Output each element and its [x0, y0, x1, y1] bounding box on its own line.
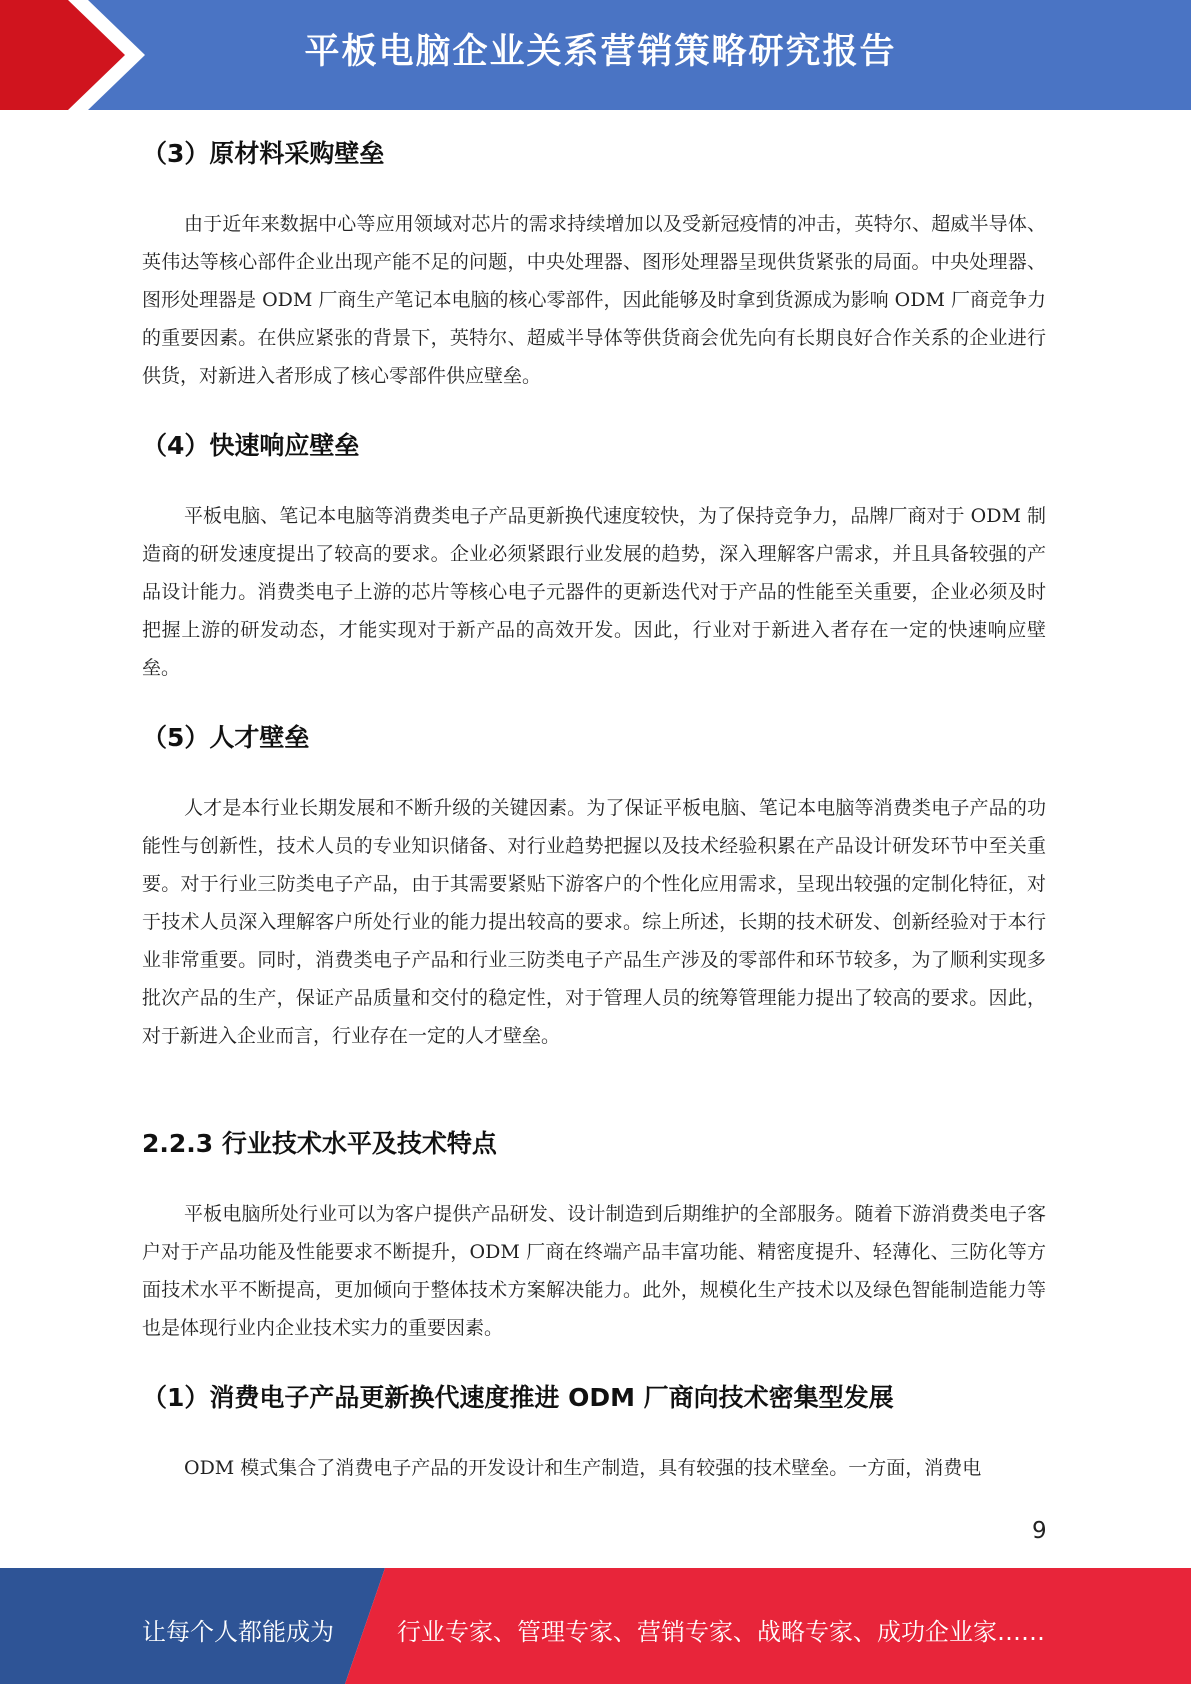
- footer-slogan-right: 行业专家、管理专家、营销专家、战略专家、成功企业家……: [397, 1618, 1045, 1646]
- section-heading-2-2-3: 2.2.3 行业技术水平及技术特点: [142, 1129, 497, 1158]
- page-header: [0, 0, 1191, 110]
- section-heading-talent-barrier: （5）人才壁垒: [142, 723, 310, 752]
- section-heading-odm-tech-intensive: （1）消费电子产品更新换代速度推进 ODM 厂商向技术密集型发展: [142, 1383, 894, 1412]
- paragraph-2-2-3: 平板电脑所处行业可以为客户提供产品研发、设计制造到后期维护的全部服务。随着下游消费类电子客户对于产品功能及性能要求不断提升，ODM 厂商在终端产品丰富功能、精密度提升、轻薄化、三防化等方面技术水平不断提高，更加倾向于整体技术方案解决能力。此外，规模化生产技术以及绿色智能制造能力等也是体现行业内企业技术实力的重要因素。: [142, 1203, 1046, 1339]
- section-heading-fast-response-barrier: （4）快速响应壁垒: [142, 431, 360, 460]
- section-heading-raw-material-barrier: （3）原材料采购壁垒: [142, 139, 385, 168]
- paragraph-talent-barrier: 人才是本行业长期发展和不断升级的关键因素。为了保证平板电脑、笔记本电脑等消费类电子产品的功能性与创新性，技术人员的专业知识储备、对行业趋势把握以及技术经验积累在产品设计研发环节中至关重要。对于行业三防类电子产品，由于其需要紧贴下游客户的个性化应用需求，呈现出较强的定制化特征，对于技术人员深入理解客户所处行业的能力提出较高的要求。综上所述，长期的技术研发、创新经验对于本行业非常重要。同时，消费类电子产品和行业三防类电子产品生产涉及的零部件和环节较多，为了顺利实现多批次产品的生产，保证产品质量和交付的稳定性，对于管理人员的统筹管理能力提出了较高的要求。因此，对于新进入企业而言，行业存在一定的人才壁垒。: [142, 797, 1046, 1047]
- footer-slogan-left: 让每个人都能成为: [142, 1618, 334, 1646]
- paragraph-raw-material-barrier: 由于近年来数据中心等应用领域对芯片的需求持续增加以及受新冠疫情的冲击，英特尔、超威半导体、英伟达等核心部件企业出现产能不足的问题，中央处理器、图形处理器呈现供货紧张的局面。中央处理器、图形处理器是 ODM 厂商生产笔记本电脑的核心零部件，因此能够及时拿到货源成为影响 ODM 厂商竞争力的重要因素。在供应紧张的背景下，英特尔、超威半导体等供货商会优先向有长期良好合作关系的企业进行供货，对新进入者形成了核心零部件供应壁垒。: [142, 213, 1046, 387]
- paragraph-odm-model: ODM 模式集合了消费电子产品的开发设计和生产制造，具有较强的技术壁垒。一方面，消费电: [184, 1457, 982, 1479]
- page-number: 9: [1032, 1518, 1047, 1544]
- report-title: 平板电脑企业关系营销策略研究报告: [304, 32, 897, 72]
- page-footer: [0, 1568, 1191, 1684]
- paragraph-fast-response-barrier: 平板电脑、笔记本电脑等消费类电子产品更新换代速度较快，为了保持竞争力，品牌厂商对于 ODM 制造商的研发速度提出了较高的要求。企业必须紧跟行业发展的趋势，深入理解客户需求，并且具备较强的产品设计能力。消费类电子上游的芯片等核心电子元器件的更新迭代对于产品的性能至关重要，企业必须及时把握上游的研发动态，才能实现对于新产品的高效开发。因此，行业对于新进入者存在一定的快速响应壁垒。: [142, 505, 1046, 679]
